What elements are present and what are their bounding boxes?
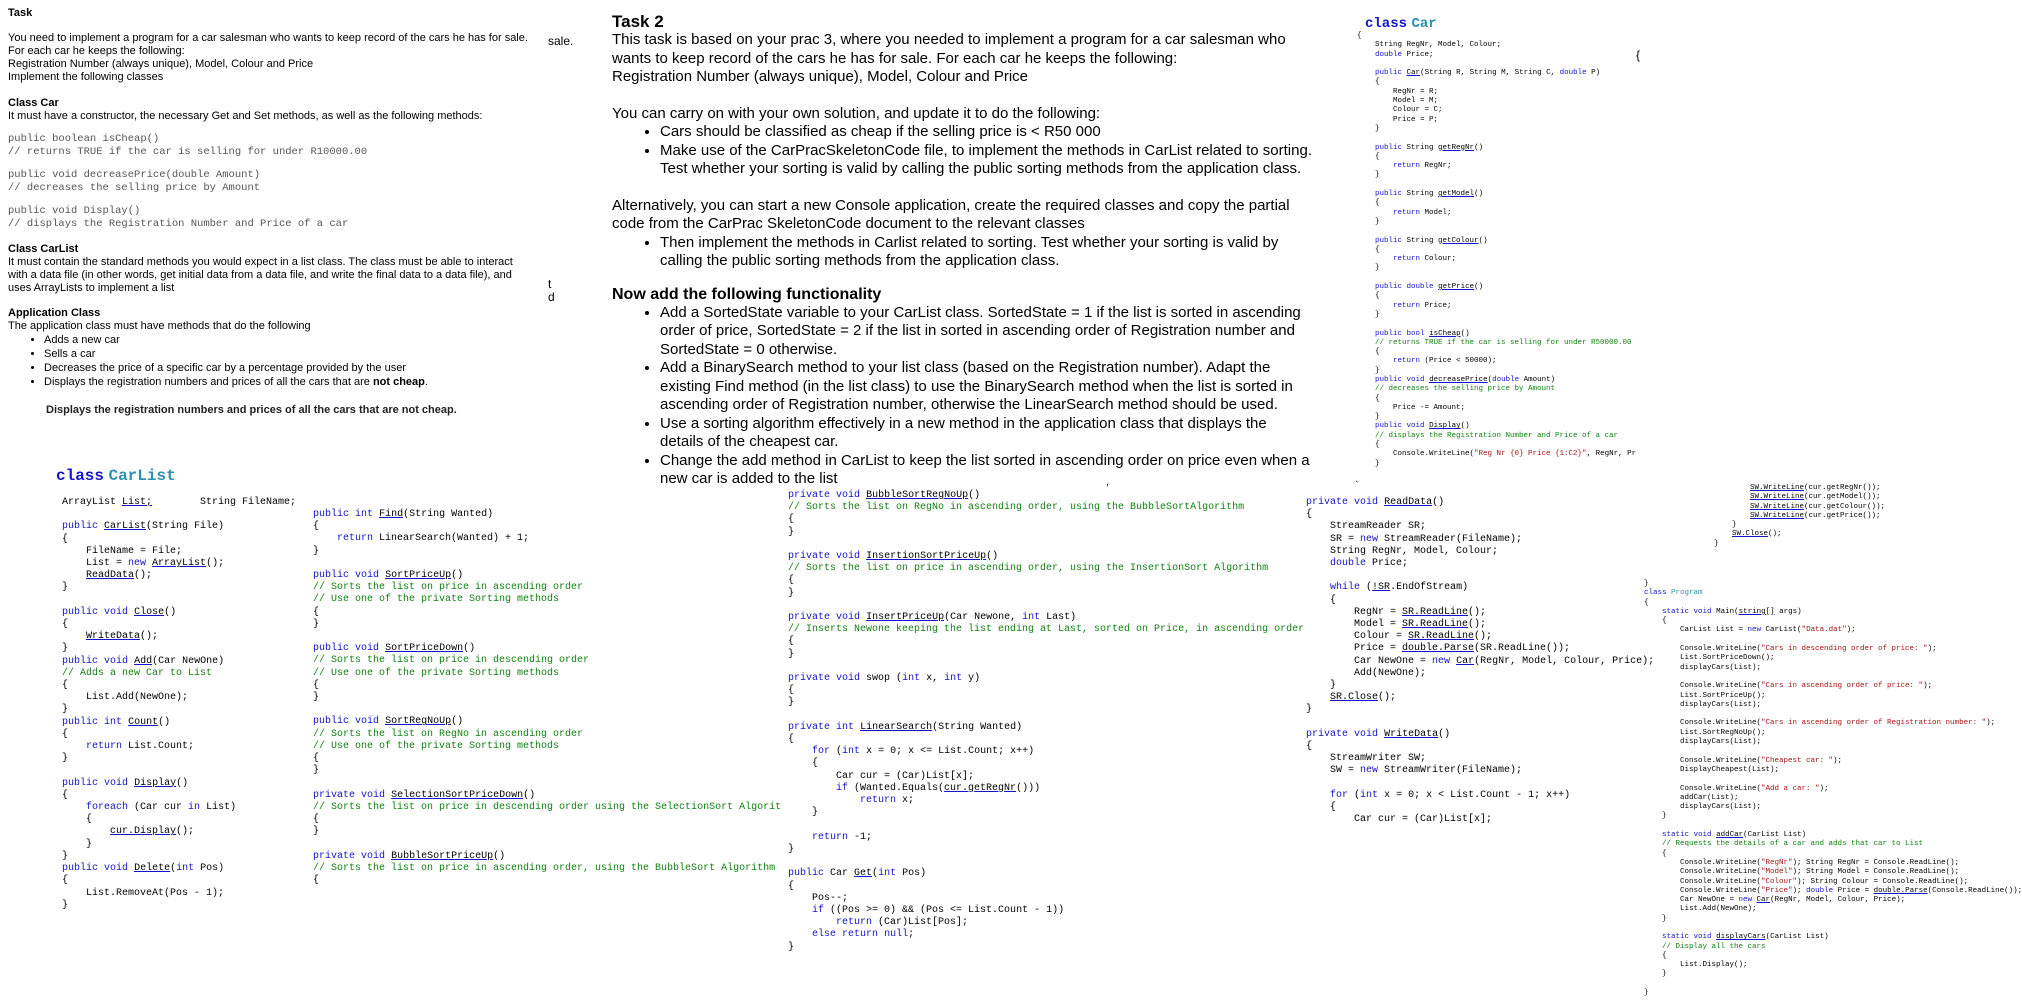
task2-bullets-2 (612, 234, 1312, 271)
task2-bullet-1-2: • Make use of the CarPracSkeletonCode file, to implement the methods in CarList related to sorting. Test whether your sorting is valid by calling the public sorting methods from the application class. (660, 142, 1312, 179)
task1-margin-fragment: sale. (548, 34, 574, 48)
class-carlist-text-1: It must contain the standard methods you would expect in a list class. The class must be able to interact (8, 256, 513, 268)
code-display: public void Display() (8, 205, 141, 217)
task1-intro-4: Implement the following classes (8, 71, 164, 83)
task2-bullet-2-1: • Then implement the methods in Carlist related to sorting. Test whether your sorting is valid by calling the public sorting methods from the application class. (660, 234, 1312, 271)
class-car-title: class Car (1365, 16, 1437, 32)
task2-bullet-3-3: • Use a sorting algorithm effectively in a new method in the application class that displays the details of the cheapest car. (660, 415, 1312, 452)
stray-tick: ` (1355, 480, 1359, 492)
class-car-heading: Class Car (8, 97, 59, 109)
code-ischeap: public boolean isCheap() (8, 133, 160, 145)
app-class-text: The application class must have methods that do the following (8, 320, 311, 332)
app-bullet-4: • Displays the registration numbers and prices of all the cars that are not cheap. (44, 375, 548, 389)
task2-intro-2: wants to keep record of the cars he has for sale. For each car he keeps the following: (612, 49, 1178, 67)
task2-alternatively-1: Alternatively, you can start a new Console application, create the required classes and copy the partial (612, 196, 1290, 214)
task2-bullet-3-4: • Change the add method in CarList to keep the list sorted in ascending order on price even when a new car is added to the list (660, 452, 1312, 489)
carlist-code-col2: public int Find(String Wanted) { return LinearSearch(Wanted) + 1; } public void SortPriceUp() // Sorts the list on price in ascending order // Use one of the private Sorting methods { } public void SortPriceDown() // Sorts the list on price in descending order // Use one of the private Sorting methods { } public void SortRegNoUp() // Sorts the list on RegNo in ascending order // Use one of the private Sorting methods { } private void SelectionSortPriceDown() // Sorts the list on price in descending order using the SelectionSort Algorit { } private void BubbleSortPriceUp() // Sorts the list on price in ascending order, using the BubbleSort Algorithm { (313, 509, 782, 887)
class-carlist-text-3: uses ArrayLists to implement a list (8, 282, 175, 294)
code-decreaseprice-comment: // decreases the selling price by Amount (8, 182, 261, 194)
garbled-line: Displays the registration numbers and prices of all the cars that are not cheap. (46, 404, 457, 416)
task2-bullets-3 (612, 304, 1312, 489)
app-class-bullets (8, 333, 548, 389)
class-car-code: { String RegNr, Model, Colour; double Price; public Car(String R, String M, String C, double P) { RegNr = R; Model = M; Colour = C; Price = P; } public String getRegNr() { return RegNr; } public String getModel() { return Model; } public String getColour() { return Colour; } public double getPrice() { return Price; } public bool isCheap() // returns TRUE if the car is selling for under R50000.00 { return (Price < 50000); } public void decreasePrice(double Amount) // decreases the selling price by Amount { Price -= Amount; } public void Display() // displays the Registration Number and Price of a car { Console.WriteLine("Reg Nr {0} Price {1:C2}", RegNr, Pr } (1357, 32, 1637, 468)
task1-intro-2: For each car he keeps the following: (8, 45, 185, 57)
class-carlist-title: class CarList (56, 467, 176, 485)
class-car-stray-brace: { (1636, 48, 1641, 62)
task2-alternatively-2: code from the CarPrac SkeletonCode document to the relevant classes (612, 215, 1085, 232)
class-carlist-heading: Class CarList (8, 243, 79, 255)
task1-margin-fragment-2: t (548, 277, 552, 291)
task2-bullet-3-1: • Add a SortedState variable to your CarList class. SortedState = 1 if the list is sorted in ascending order of price, SortedState = 2 if the list in sorted in ascending order of Registration number and SortedState = 0 otherwise. (660, 304, 1312, 360)
task1-title: Task (8, 7, 33, 19)
task2-carry-on: You can carry on with your own solution, and update it to do the following: (612, 104, 1101, 122)
app-bullet-3: • Decreases the price of a specific car by a percentage provided by the user (44, 361, 548, 375)
task2-bullet-1-1: • Cars should be classified as cheap if the selling price is < R50 000 (660, 123, 1312, 142)
class-carlist-text-2: with a data file (in other words, get initial data from a data file, and write the final data to a data file), and (8, 269, 512, 281)
writedata-continued-code: SW.WriteLine(cur.getRegNr()); SW.WriteLine(cur.getModel()); SW.WriteLine(cur.getColour()); SW.WriteLine(cur.getPrice()); } SW.Close(); } (1714, 484, 1886, 548)
code-decreaseprice: public void decreasePrice(double Amount) (8, 169, 261, 181)
task1-section (8, 6, 548, 389)
task1-intro-3: Registration Number (always unique), Model, Colour and Price (8, 58, 314, 70)
app-bullet-1: • Adds a new car (44, 333, 548, 347)
task2-bullet-3-2: • Add a BinarySearch method to your list class (based on the Registration number). Adapt the existing Find method (in the list class) to use the BinarySearch method when the list is sorted in ascending order of Registration number, otherwise the LinearSearch method should be used. (660, 359, 1312, 415)
task2-title: Task 2 (612, 12, 664, 31)
task1-margin-fragment-3: d (548, 290, 555, 304)
task2-section (612, 12, 1312, 489)
carlist-code-col4: private void ReadData() { StreamReader SR; SR = new StreamReader(FileName); String RegNr, Model, Colour; double Price; while (!SR.EndOfStream) { RegNr = SR.ReadLine(); Model = SR.ReadLine(); Colour = SR.ReadLine(); Price = double.Parse(SR.ReadLine()); Car NewOne = new Car(RegNr, Model, Colour, Price); Add(NewOne); } SR.Close(); } private void WriteData() { StreamWriter SW; SW = new StreamWriter(FileName); for (int x = 0; x < List.Count - 1; x++) { Car cur = (Car)List[x]; (1306, 497, 1655, 826)
functionality-heading: Now add the following functionality (612, 285, 882, 303)
carlist-code-col3: private void BubbleSortRegNoUp() // Sorts the list on RegNo in ascending order, using the BubbleSortAlgorithm { } private void InsertionSortPriceUp() // Sorts the list on price in ascending order, using the InsertionSort Algorithm { } private void InsertPriceUp(Car Newone, int Last) // Inserts Newone keeping the list ending at Last, sorted on Price, in ascending order { } private void swop (int x, int y) { } private int LinearSearch(String Wanted) { for (int x = 0; x <= List.Count; x++) { Car cur = (Car)List[x]; if (Wanted.Equals(cur.getRegNr())) return x; } return -1; } public Car Get(int Pos) { Pos--; if ((Pos >= 0) && (Pos <= List.Count - 1)) return (Car)List[Pos]; else return null; } (788, 490, 1305, 953)
code-ischeap-comment: // returns TRUE if the car is selling for under R10000.00 (8, 146, 368, 158)
task2-intro-1: This task is based on your prac 3, where you needed to implement a program for a car salesman who (612, 31, 1286, 48)
app-class-heading: Application Class (8, 307, 101, 319)
task2-bullets-1 (612, 123, 1312, 179)
task2-intro-3: Registration Number (always unique), Model, Colour and Price (612, 68, 1029, 85)
carlist-code-col1: ArrayList List; String FileName; public CarList(String File) { FileName = File; List = new ArrayList(); ReadData(); } public void Close() { WriteData(); } public void Add(Car NewOne) // Adds a new Car to List { List.Add(NewOne); } public int Count() { return List.Count; } public void Display() { foreach (Car cur in List) { cur.Display(); } } public void Delete(int Pos) { List.RemoveAt(Pos - 1); } (62, 497, 297, 911)
app-bullet-2: • Sells a car (44, 347, 548, 361)
program-class-code: } class Program { static void Main(string[] args) { CarList List = new CarList("Data.dat"); Console.WriteLine("Cars in descending order of price: "); List.SortPriceDown(); displayCars(List); Console.WriteLine("Cars in ascending order of price: "); List.SortPriceUp(); displayCars(List); Console.WriteLine("Cars in ascending order of Registration number: "); List.SortRegNoUp(); displayCars(List); Console.WriteLine("Cheapest car: "); DisplayCheapest(List); Console.WriteLine("Add a car: "); addCar(List); displayCars(List); } static void addCar(CarList List) // Requests the details of a car and adds that car to List { Console.WriteLine("RegNr"); String RegNr = Console.ReadLine(); Console.WriteLine("Model"); String Model = Console.ReadLine(); Console.WriteLine("Colour"); String Colour = Console.ReadLine(); Console.WriteLine("Price"); double Price = double.Parse(Console.ReadLine()); Car NewOne = new Car(RegNr, Model, Colour, Price); List.Add(NewOne); } static void displayCars(CarList List) // Display all the cars { List.Display(); } } (1644, 580, 2022, 998)
task1-intro-1: You need to implement a program for a car salesman who wants to keep record of the cars he has for sale. (8, 32, 528, 44)
not-cheap-text: not cheap (372, 376, 425, 388)
code-display-comment: // displays the Registration Number and Price of a car (8, 218, 349, 230)
stray-comma: , (1106, 476, 1110, 488)
class-car-text: It must have a constructor, the necessary Get and Set methods, as well as the following methods: (8, 110, 483, 122)
